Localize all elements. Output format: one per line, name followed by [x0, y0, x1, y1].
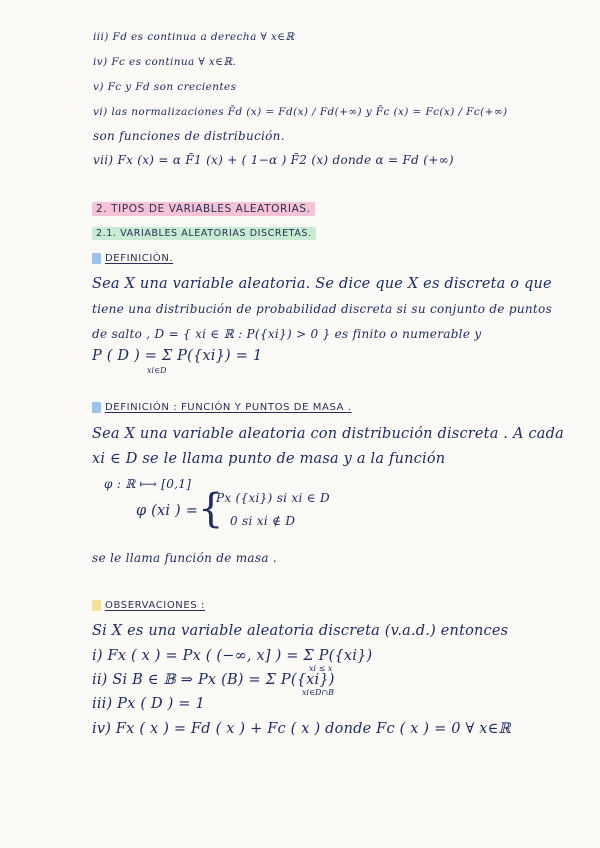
def1-line2: tiene una distribución de probabilidad discreta si su conjunto de puntos	[92, 302, 553, 316]
item-vii: vii) Fx (x) = α F̄1 (x) + ( 1−α ) F̄2 (x) donde α = Fd (+∞)	[93, 153, 454, 167]
item-iv: iv) Fc es continua ∀ x∈ℝ.	[93, 56, 237, 68]
def2-case1: Px ({xi}) si xi ∈ D	[216, 491, 330, 505]
obs-i-sum-index: xi ≤ x	[309, 664, 333, 673]
obs-item-i: i) Fx ( x ) = Px ( (−∞, x] ) = Σ P({xi})	[92, 648, 373, 664]
def2-line1: Sea X una variable aleatoria con distribución discreta . A cada	[92, 426, 564, 442]
def1-line3: de salto , D = { xi ∈ ℝ : P({xi}) > 0 } es finito o numerable y	[92, 327, 482, 341]
def1-line1: Sea X una variable aleatoria. Se dice que X es discreta o que	[92, 276, 552, 292]
section-subtitle-text: 2.1. VARIABLES ALEATORIAS DISCRETAS.	[92, 227, 316, 240]
section-title-text: 2. TIPOS DE VARIABLES ALEATORIAS.	[92, 202, 315, 216]
bullet-square-icon	[92, 253, 101, 264]
def2-case2: 0 si xi ∉ D	[230, 514, 296, 528]
def2-line5: se le llama función de masa .	[92, 551, 278, 565]
def2-line4: φ (xi ) =	[136, 503, 199, 519]
obs-item-iii: iii) Px ( D ) = 1	[92, 696, 205, 712]
obs-ii-sum-index: xi∈D∩B	[302, 688, 334, 697]
section-subtitle	[92, 228, 316, 239]
obs-item-ii: ii) Si B ∈ 𝔹 ⇒ Px (B) = Σ P({xi})	[92, 672, 335, 688]
bullet-square-icon	[92, 402, 101, 413]
def2-line2: xi ∈ D se le llama punto de masa y a la función	[92, 451, 446, 467]
item-vi-cont: son funciones de distribución.	[93, 129, 285, 143]
definition2-label: DEFINICIÓN : FUNCIÓN Y PUNTOS DE MASA .	[105, 402, 352, 413]
item-vi: vi) las normalizaciones F̄d (x) = Fd(x) / Fd(+∞) y F̄c (x) = Fc(x) / Fc(+∞)	[93, 106, 508, 118]
obs-item-iv: iv) Fx ( x ) = Fd ( x ) + Fc ( x ) donde Fc ( x ) = 0 ∀ x∈ℝ	[92, 721, 511, 737]
observations-label: OBSERVACIONES :	[105, 600, 205, 611]
def1-line4: P ( D ) = Σ P({xi}) = 1	[92, 348, 263, 364]
left-brace-icon: {	[198, 486, 224, 532]
obs-line1: Si X es una variable aleatoria discreta (v.a.d.) entonces	[92, 623, 509, 639]
section-title	[92, 203, 315, 215]
def1-sum-index: xi∈D	[147, 366, 167, 375]
definition-label: DEFINICIÓN.	[105, 253, 174, 264]
bullet-square-icon	[92, 600, 101, 611]
def2-line3: φ : ℝ ⟼ [0,1]	[104, 477, 192, 491]
item-iii: iii) Fd es continua a derecha ∀ x∈ℝ	[93, 31, 295, 43]
item-v: v) Fc y Fd son crecientes	[93, 81, 237, 93]
